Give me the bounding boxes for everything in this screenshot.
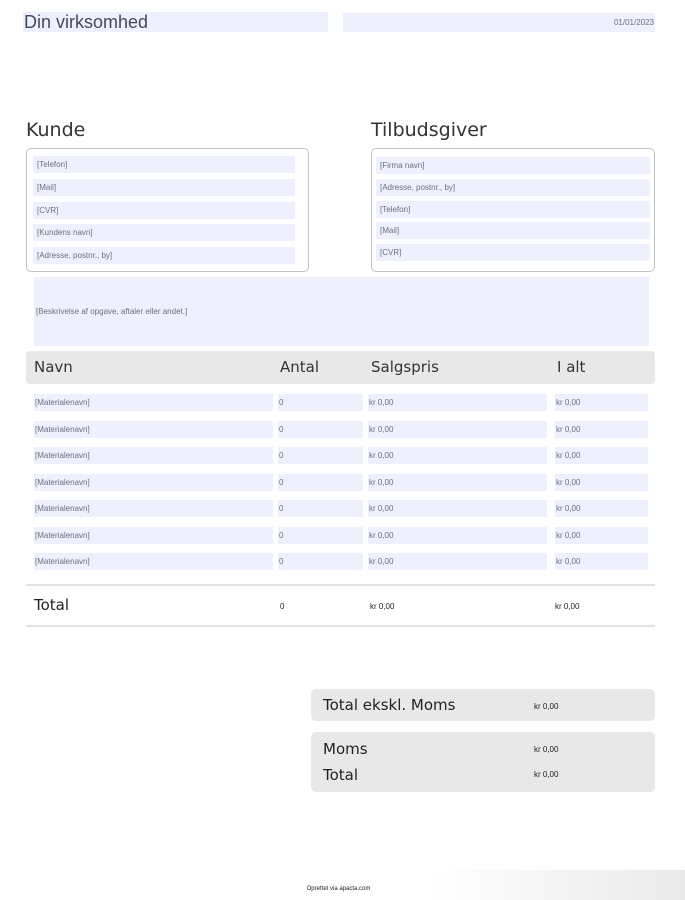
price-field[interactable]: kr 0,00 xyxy=(368,474,547,491)
quantity-field[interactable]: 0 xyxy=(278,394,363,411)
price-field[interactable]: kr 0,00 xyxy=(368,421,547,438)
quantity-field[interactable]: 0 xyxy=(278,500,363,517)
line-total-field[interactable]: kr 0,00 xyxy=(555,527,648,544)
material-name-field[interactable]: [Materialenavn] xyxy=(34,394,273,411)
material-name-field[interactable]: [Materialenavn] xyxy=(34,553,273,570)
price-field[interactable]: kr 0,00 xyxy=(368,527,547,544)
material-name-field[interactable]: [Materialenavn] xyxy=(34,447,273,464)
grand-total-label: Total xyxy=(323,766,359,784)
offerer-section-title: Tilbudsgiver xyxy=(371,119,487,141)
total-excl-vat-label: Total ekskl. Moms xyxy=(323,696,456,714)
offerer-company-field[interactable]: [Firma navn] xyxy=(376,157,650,174)
total-excl-vat-box xyxy=(311,689,655,721)
material-name-field[interactable]: [Materialenavn] xyxy=(34,421,273,438)
column-header-name: Navn xyxy=(34,358,73,376)
table-total-price: kr 0,00 xyxy=(370,602,395,611)
total-excl-vat-value: kr 0,00 xyxy=(534,702,559,711)
column-header-total: I alt xyxy=(557,358,586,376)
vat-summary-box xyxy=(311,732,655,792)
offerer-info-box xyxy=(371,148,655,272)
offerer-cvr-field[interactable]: [CVR] xyxy=(376,244,650,261)
quantity-field[interactable]: 0 xyxy=(278,474,363,491)
customer-address-field[interactable]: [Adresse, postnr., by] xyxy=(33,247,295,264)
material-name-field[interactable]: [Materialenavn] xyxy=(34,474,273,491)
table-total-qty: 0 xyxy=(280,602,285,611)
table-total-amount: kr 0,00 xyxy=(555,602,580,611)
quantity-field[interactable]: 0 xyxy=(278,553,363,570)
offerer-phone-field[interactable]: [Telefon] xyxy=(376,201,650,218)
line-total-field[interactable]: kr 0,00 xyxy=(555,394,648,411)
date-field[interactable]: 01/01/2023 xyxy=(343,13,655,32)
price-field[interactable]: kr 0,00 xyxy=(368,447,547,464)
table-header xyxy=(26,351,655,384)
line-total-field[interactable]: kr 0,00 xyxy=(555,421,648,438)
price-field[interactable]: kr 0,00 xyxy=(368,553,547,570)
column-header-qty: Antal xyxy=(280,358,320,376)
company-name-field[interactable]: Din virksomhed xyxy=(23,12,328,32)
price-field[interactable]: kr 0,00 xyxy=(368,500,547,517)
corner-shadow xyxy=(430,870,685,900)
line-total-field[interactable]: kr 0,00 xyxy=(555,474,648,491)
vat-value: kr 0,00 xyxy=(534,745,559,754)
customer-info-box xyxy=(26,148,309,272)
vat-label: Moms xyxy=(323,740,368,758)
customer-section-title: Kunde xyxy=(26,119,86,141)
customer-mail-field[interactable]: [Mail] xyxy=(33,179,295,196)
material-name-field[interactable]: [Materialenavn] xyxy=(34,500,273,517)
line-total-field[interactable]: kr 0,00 xyxy=(555,553,648,570)
customer-name-field[interactable]: [Kundens navn] xyxy=(33,224,295,241)
quantity-field[interactable]: 0 xyxy=(278,527,363,544)
material-name-field[interactable]: [Materialenavn] xyxy=(34,527,273,544)
customer-cvr-field[interactable]: [CVR] xyxy=(33,202,295,219)
price-field[interactable]: kr 0,00 xyxy=(368,394,547,411)
quantity-field[interactable]: 0 xyxy=(278,421,363,438)
line-total-field[interactable]: kr 0,00 xyxy=(555,500,648,517)
grand-total-value: kr 0,00 xyxy=(534,770,559,779)
description-field[interactable]: [Beskrivelse af opgave, aftaler eller andet.] xyxy=(34,277,649,346)
offerer-address-field[interactable]: [Adresse, postnr., by] xyxy=(376,179,650,196)
line-total-field[interactable]: kr 0,00 xyxy=(555,447,648,464)
customer-phone-field[interactable]: [Telefon] xyxy=(33,156,295,173)
footer-credit: Oprettet via apacta.com xyxy=(306,886,371,892)
totals-bottom-divider xyxy=(26,625,655,627)
column-header-price: Salgspris xyxy=(371,358,439,376)
offerer-mail-field[interactable]: [Mail] xyxy=(376,222,650,239)
quantity-field[interactable]: 0 xyxy=(278,447,363,464)
totals-top-divider xyxy=(26,584,655,586)
table-total-label: Total xyxy=(34,596,70,614)
